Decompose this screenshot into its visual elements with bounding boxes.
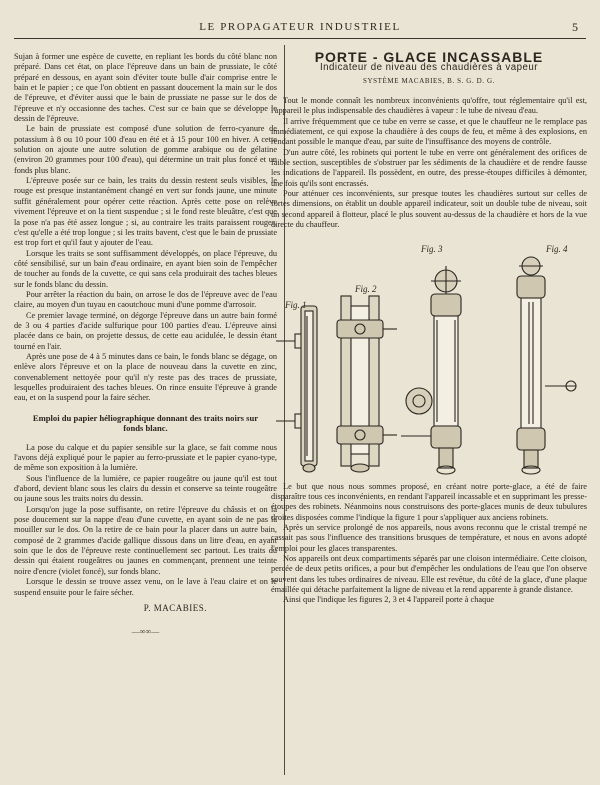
paragraph: Pour arrêter la réaction du bain, on arrose le dos de l'épreuve avec de l'eau claire, au moyen d'un tuyau en caoutchouc muni d'une pomme d'arrosoir.	[14, 289, 277, 310]
paragraph: Après un service prolongé de nos appareils, nous avons reconnu que le cristal trempé ne cassait pas sous l'influence des transitions brusques de température, et nous en avons adopté l'emploi pour les glaces transparentes.	[271, 522, 587, 553]
fig3-drawing	[401, 266, 461, 474]
water-gauge-engraving	[271, 236, 587, 476]
paragraph: Nos appareils ont deux compartiments séparés par une cloison intermédiaire. Cette cloison, percée de deux petits orifices, a pour but d'empêcher les ondulations de l'eau que l'on observe souvent dans les tubes ordinaires de niveau. Elle est revêtue, du côté de la glace, d'une plaque émaillée qui détache parfaitement la ligne de niveau et la rend apparente à grande distance.	[271, 553, 587, 594]
journal-title: LE PROPAGATEUR INDUSTRIEL	[199, 21, 401, 33]
article-title: PORTE - GLACE INCASSABLE	[314, 49, 544, 65]
right-column	[271, 49, 587, 606]
fig2-drawing	[337, 296, 397, 472]
paragraph: Lorsque le dessin se trouve assez venu, on le lave à l'eau claire et on le suspend ensuite pour le faire sécher.	[14, 577, 277, 597]
figure-label-2: Fig. 2	[355, 283, 377, 294]
figure-label-4: Fig. 4	[546, 243, 568, 254]
paragraph: La pose du calque et du papier sensible sur la glace, se fait comme nous l'avons déjà expliqué pour le papier au ferro-prussiate et le papier cyano-type, de même son exposition à la lumière.	[14, 442, 277, 473]
figure-label-3: Fig. 3	[421, 243, 443, 254]
paragraph: Le bain de prussiate est composé d'une solution de ferro-cyanure de potassium à 8 ou 10 pour 100 d'eau en été et à 15 pour 100 en hiver. A cette solution on ajoute une autre solution de gomme arabique ou de gélatine (environ 20 grammes pour 100 d'eau), qui détermine un trait plus foncé et un fonds plus blanc.	[14, 124, 277, 175]
paragraph: Lorsqu'on juge la pose suffisante, on retire l'épreuve du châssis et on la pose doucement sur la nappe d'eau d'une cuvette, en ayant soin de ne pas la mouiller sur le dos. On la retire de ce bain pour la placer dans un autre bain, composé de 2 grammes d'acide gallique dissous dans un litre d'eau, en ayant soin que le dos de l'épreuve reste continuellement sec partout. Les traits du dessin qui étaient rougeâtres ou jaunes en commençant, prennent une teinte noire d'encre (violet foncé), sur fonds blanc.	[14, 504, 277, 576]
left-column	[14, 52, 277, 638]
end-ornament: —∞∞—	[131, 627, 160, 637]
section-subheading: Emploi du papier héliographique donnant des traits noirs sur fonds blanc.	[32, 412, 259, 434]
paragraph: Le but que nous nous sommes proposé, en créant notre porte-glace, a été de faire disparaître tous ces inconvénients, en rendant l'appareil incassable et en supprimant les presse-étoupes des robinets. Néanmoins nous construisons des porte-glaces munis de deux tubulures droites disposées comme l'indique la figure 1 pour s'appliquer aux anciens robinets.	[271, 481, 587, 522]
paragraph: Sujan à former une espèce de cuvette, en repliant les bords du côté blanc non préparé. Dans cet état, on place l'épreuve dans un bain de prussiate, le côté préparé en dessous, en ayant soin d'éviter toute bulle d'air comprise entre le bain et le papier ; ce que l'on obtient en passant doucement la main sur le dos de l'épreuve, et d'éviter aussi que le bain de prussiate ne passe sur le dos de l'épreuve et n'y occasionne des taches. C'est sur ce bain que se développe le dessin de l'épreuve.	[14, 52, 277, 124]
fig1-drawing	[276, 306, 317, 472]
paragraph: D'un autre côté, les robinets qui portent le tube en verre ont généralement des orifices de faible section, susceptibles de s'obstruer par les sédiments de la chaudière et de rendre fausse les indications de l'appareil. Ils possèdent, en outre, des presse-étoupes difficiles à démonter, une fois qu'ils sont encrassés.	[271, 147, 587, 188]
paragraph: Tout le monde connaît les nombreux inconvénients qu'offre, tout réglementaire qu'il est, l'appareil le plus indispensable des chaudières à vapeur : le tube de niveau d'eau.	[271, 96, 587, 116]
paragraph: Pour atténuer ces inconvénients, sur presque toutes les chaudières surtout sur celles de fortes dimensions, on établit un double appareil indicateur, soit un double tube de niveau, soit un second appareil à flotteur, placé le plus souvent au-dessus de la chaudière et hors de la vue directe du chauffeur.	[271, 189, 587, 230]
fig4-drawing	[517, 257, 576, 474]
page-number: 5	[572, 20, 578, 34]
page-header	[14, 20, 586, 39]
article-system-credit: SYSTÈME MACABIES, B. S. G. D. G.	[363, 76, 495, 85]
paragraph: Il arrive fréquemment que ce tube en verre se casse, et que le chauffeur ne le remplace pas immédiatement, ce qui expose la chaudière à des coups de feu, et même à des explosions, en rendant possible le manque d'eau, par suite de l'insuffisance des moyens de contrôle.	[271, 116, 587, 147]
paragraph: Ce premier lavage terminé, on dégorge l'épreuve dans un autre bain formé de 3 ou 4 parties d'acide sulfurique pour 100 parties d'eau. L'épreuve ainsi placée dans ce bain, on projette dessus, de cette eau acidulée, le dessin étant tourné en l'air.	[14, 310, 277, 351]
author-signature: P. MACABIES.	[143, 602, 207, 613]
paragraph: Lorsque les traits se sont suffisamment développés, on place l'épreuve, du côté sensibilisé, sur un bain d'eau ordinaire, en ayant bien soin de l'empêcher de toucher au fonds de la cuvette, ce qui sans cela produirait des taches bleues sur le fonds blanc du dessin.	[14, 248, 277, 289]
paragraph: L'épreuve posée sur ce bain, les traits du dessin restent seuls visibles, le rouge est presque instantanément changé en vert sur fonds jaune, une minute suffit généralement pour opérer cette réaction. Après cette pose on relève vivement l'épreuve et on la tient suspendue ; si le fond reste bleuâtre, c'est que la pose n'a pas été assez longue ; si, au contraire les traits paraissent rouges, c'est qu'elle a été trop longue ; si les traits bavent, c'est que le bain de prussiate est trop fort et qu'il faut y ajouter de l'eau.	[14, 176, 277, 248]
paragraph: Ainsi que l'indique les figures 2, 3 et 4 l'appareil porte à chaque	[283, 595, 495, 605]
figure-label-1: Fig. 1	[285, 299, 307, 310]
article-subtitle: Indicateur de niveau des chaudières à vapeur	[319, 62, 539, 74]
paragraph: Après une pose de 4 à 5 minutes dans ce bain, le fonds blanc se dégage, on enlève alors l'épreuve et on la place de nouveau dans la cuvette en zinc, convenablement nettoyée pour qu'il n'y reste pas des traces de prussiate, lesquelles produiraient des taches bleues. On rince ensuite l'épreuve à grande eau, et on la suspend pour la faire sécher.	[14, 351, 277, 403]
paragraph: Sous l'influence de la lumière, ce papier rougeâtre ou jaune qu'il est tout d'abord, devient blanc sous les clairs du dessin et conserve sa teinte rougeâtre ou jaune sous les traits noirs du dessin.	[14, 473, 277, 504]
